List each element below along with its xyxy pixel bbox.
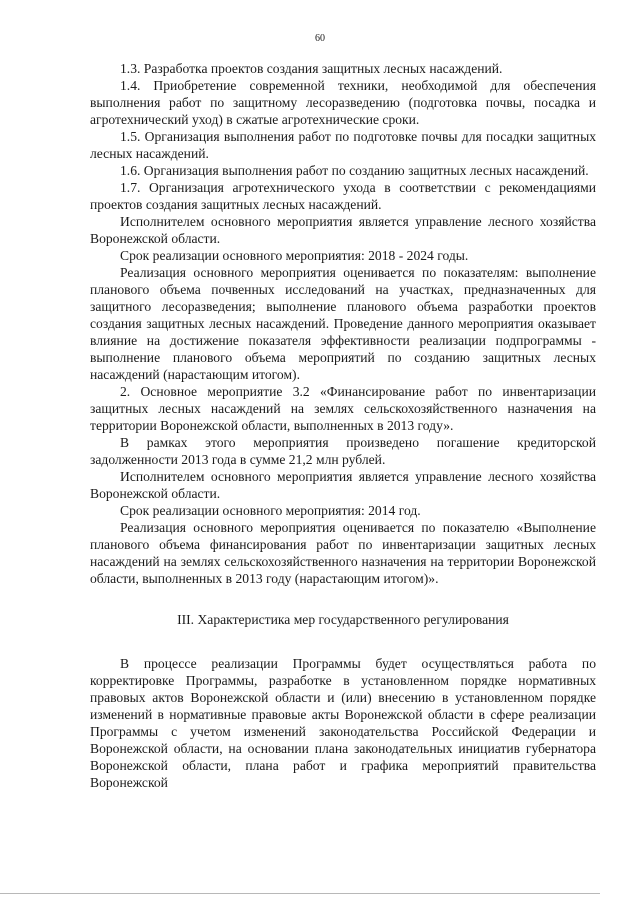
paragraph-term-1: Срок реализации основного мероприятия: 2018 - 2024 годы. (120, 248, 469, 263)
document-body (90, 60, 596, 791)
page-number: 60 (315, 33, 325, 44)
paragraph-executor-1: Исполнителем основного мероприятия является управление лесного хозяйства Воронежской области. (90, 214, 596, 246)
paragraph-1-4: 1.4. Приобретение современной техники, необходимой для обеспечения выполнения работ по защитному лесоразведению (подготовка почвы, посадка и агротехнический уход) в сжатые агротехнические сроки. (90, 78, 596, 127)
paragraph-1-7: 1.7. Организация агротехнического ухода в соответствии с рекомендациями проектов создания защитных лесных насаждений. (90, 180, 596, 212)
paragraph-regulation: В процессе реализации Программы будет осуществляться работа по корректировке Программы, разработке в установленном порядке нормативных правовых актов Воронежской области и (или) внесению в установленном порядке изменений в нормативные правовые акты Воронежской области в сфере реализации Программы с учетом изменений законодательства Российской Федерации и Воронежской области, на основании плана законодательных инициатив губернатора Воронежской области, плана работ и графика мероприятий правительства Воронежской (90, 656, 596, 790)
paragraph-evaluation-2: Реализация основного мероприятия оценивается по показателю «Выполнение планового объема финансирования работ по инвентаризации защитных лесных насаждений на землях сельскохозяйственного назначения на территории Воронежской области, выполненных в 2013 году (нарастающим итогом)». (90, 520, 596, 586)
paragraph-1-6: 1.6. Организация выполнения работ по созданию защитных лесных насаждений. (120, 163, 589, 178)
bottom-rule (0, 893, 600, 894)
paragraph-1-3: 1.3. Разработка проектов создания защитных лесных насаждений. (120, 61, 503, 76)
paragraph-evaluation-1: Реализация основного мероприятия оценивается по показателям: выполнение планового объема почвенных исследований на участках, предназначенных для защитного лесоразведения; выполнение планового объема разработки проектов создания защитных лесных насаждений. Проведение данного мероприятия оказывает влияние на достижение показателя эффективности реализации подпрограммы - выполнение планового объема мероприятий по созданию защитных лесных насаждений (нарастающим итогом). (90, 265, 596, 382)
paragraph-1-5: 1.5. Организация выполнения работ по подготовке почвы для посадки защитных лесных насаждений. (90, 129, 596, 161)
section-heading: III. Характеристика мер государственного регулирования (177, 612, 509, 627)
paragraph-measure-3-2: 2. Основное мероприятие 3.2 «Финансирование работ по инвентаризации защитных лесных насаждений на землях сельскохозяйственного назначения на территории Воронежской области, выполненных в 2013 году». (90, 384, 596, 433)
paragraph-term-2: Срок реализации основного мероприятия: 2014 год. (120, 503, 421, 518)
paragraph-executor-2: Исполнителем основного мероприятия является управление лесного хозяйства Воронежской области. (90, 469, 596, 501)
paragraph-debt-repayment: В рамках этого мероприятия произведено погашение кредиторской задолженности 2013 года в сумме 21,2 млн рублей. (90, 435, 596, 467)
